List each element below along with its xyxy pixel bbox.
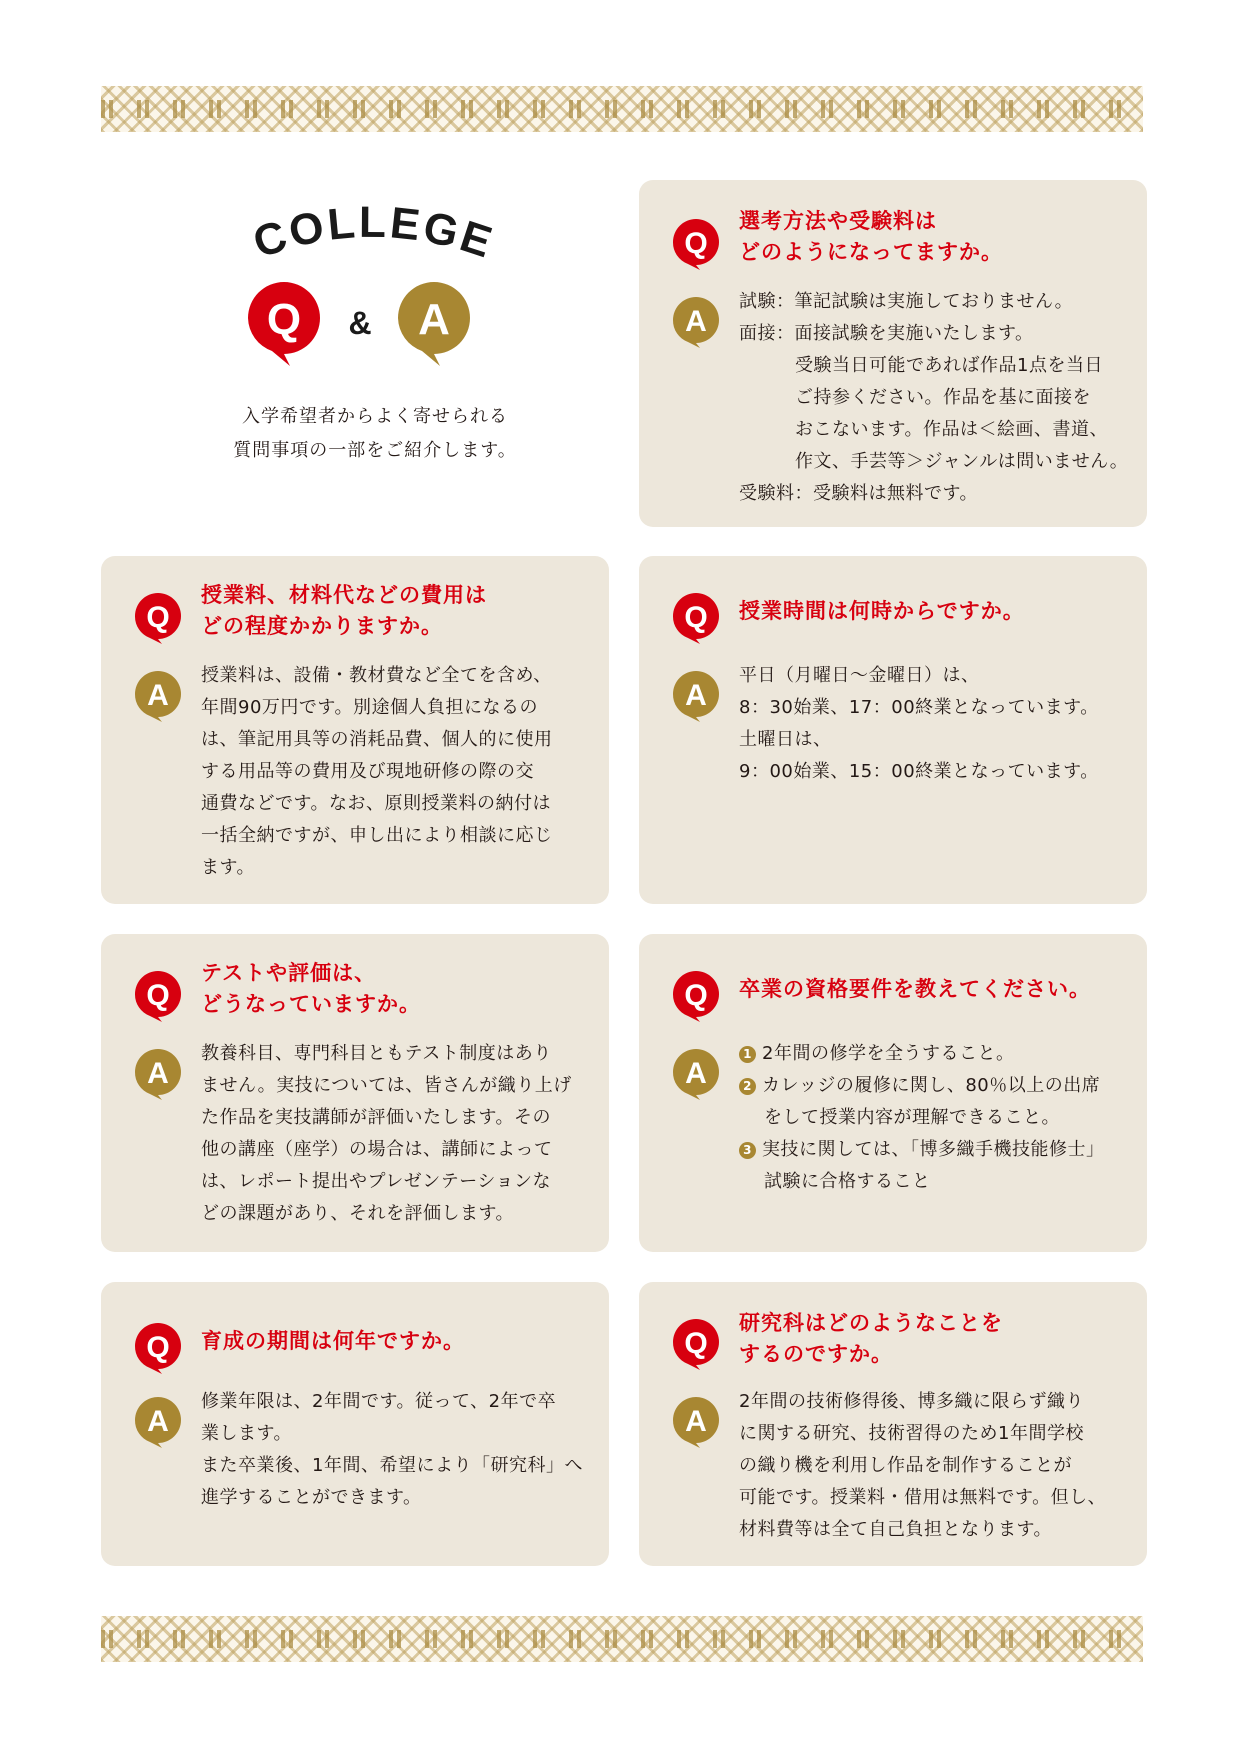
bottom-pattern-band [101,1616,1143,1662]
svg-text:A: A [418,295,450,344]
a-badge-icon [669,1394,723,1448]
logo-q-bubble [248,282,320,366]
college-qa-logo [210,198,540,376]
qa-card-fees [101,556,609,904]
a-badge-icon [131,668,185,722]
question-text: 卒業の資格要件を教えてください。 [739,977,1091,1001]
svg-text:Q: Q [146,979,170,1012]
svg-text:Q: Q [684,601,708,634]
qa-card-tests [101,934,609,1252]
question-text: 授業時間は何時からですか。 [739,599,1025,623]
question-text: 授業料、材料代などの費用は どの程度かかりますか。 [201,583,487,638]
q-badge-icon [669,590,723,644]
qa-card-training-period [101,1282,609,1566]
svg-text:A: A [685,1057,707,1090]
svg-text:Q: Q [266,295,302,344]
top-pattern-band [101,86,1143,132]
svg-text:Q: Q [684,227,708,260]
logo-college-text: COLLEGE [247,198,501,269]
q-badge-icon [669,1316,723,1370]
intro-line: 質問事項の一部をご紹介します。 [233,440,517,461]
q-badge-icon [669,968,723,1022]
q-badge-icon [131,1320,185,1374]
answer-list: 1 2年間の修学を全うすること。 2 カレッジの履修に関し、80％以上の出席 をして授業内容が理解できること。 3 実技に関しては、「博多織手機技能修士」 試験に合格すること [739,1038,1105,1198]
svg-text:Q: Q [684,1327,708,1360]
requirement-item: 2 カレッジの履修に関し、80％以上の出席 [739,1070,1105,1102]
svg-text:Q: Q [146,601,170,634]
question-text: 研究科はどのようなことを するのですか。 [739,1311,1003,1366]
a-badge-icon [669,294,723,348]
answer-text: 修業年限は、2年間です。従って、2年で卒 業します。 また卒業後、1年間、希望により「研究科」へ 進学することができます。 [201,1391,583,1508]
logo-ampersand: & [348,305,372,341]
answer-text: 平日（月曜日〜金曜日）は、 8：30始業、17：00終業となっています。 土曜日は、 9：00始業、15：00終業となっています。 [739,665,1099,782]
question-text: テストや評価は、 どうなっていますか。 [201,961,421,1016]
q-badge-icon [131,590,185,644]
number-badge-icon: 3 [739,1142,756,1159]
number-badge-icon: 1 [739,1046,756,1063]
answer-text: 教養科目、専門科目ともテスト制度はあり ません。実技については、皆さんが織り上げ た作品を実技講師が評価いたします。その 他の講座（座学）の場合は、講師によって は、レポート提出やプレゼンテーションな どの課題があり、それを評価します。 [201,1043,572,1224]
svg-text:A: A [147,1057,169,1090]
svg-text:A: A [685,679,707,712]
svg-text:Q: Q [146,1331,170,1364]
a-badge-icon [669,668,723,722]
logo-a-bubble [398,282,470,366]
qa-card-selection [639,180,1147,527]
svg-text:A: A [685,305,707,338]
number-badge-icon: 2 [739,1078,756,1095]
a-badge-icon [131,1046,185,1100]
a-badge-icon [131,1394,185,1448]
svg-text:A: A [685,1405,707,1438]
qa-card-research-course [639,1282,1147,1566]
answer-text: 試験：筆記試験は実施しておりません。 面接：面接試験を実施いたします。 受験当日可能であれば作品1点を当日 ご持参ください。作品を基に面接を おこないます。作品は＜絵画、書道、 作文、手芸等＞ジャンルは問いません。 受験料：受験料は無料です。 [739,291,1129,504]
q-badge-icon [669,216,723,270]
qa-card-class-hours [639,556,1147,904]
question-text: 選考方法や受験料は どのようになってますか。 [739,209,1003,264]
svg-text:A: A [147,679,169,712]
requirement-item: 1 2年間の修学を全うすること。 [739,1038,1105,1070]
answer-text: 2年間の技術修得後、博多織に限らず織り に関する研究、技術習得のため1年間学校 の織り機を利用し作品を制作することが 可能です。授業料・借用は無料です。但し、 材料費等は全て自己負担となります。 [739,1391,1107,1540]
svg-text:Q: Q [684,979,708,1012]
question-text: 育成の期間は何年ですか。 [201,1329,465,1353]
a-badge-icon [669,1046,723,1100]
intro-line: 入学希望者からよく寄せられる [242,406,508,427]
q-badge-icon [131,968,185,1022]
intro-text [170,400,580,468]
svg-text:A: A [147,1405,169,1438]
answer-text: 授業料は、設備・教材費など全てを含め、 年間90万円です。別途個人負担になるの は、筆記用具等の消耗品費、個人的に使用 する用品等の費用及び現地研修の際の交 通費などです。なお、原則授業料の納付は 一括全納ですが、申し出により相談に応じ ます。 [201,665,553,878]
requirement-item: 3 実技に関しては、「博多織手機技能修士」 [739,1134,1105,1166]
qa-card-graduation [639,934,1147,1252]
